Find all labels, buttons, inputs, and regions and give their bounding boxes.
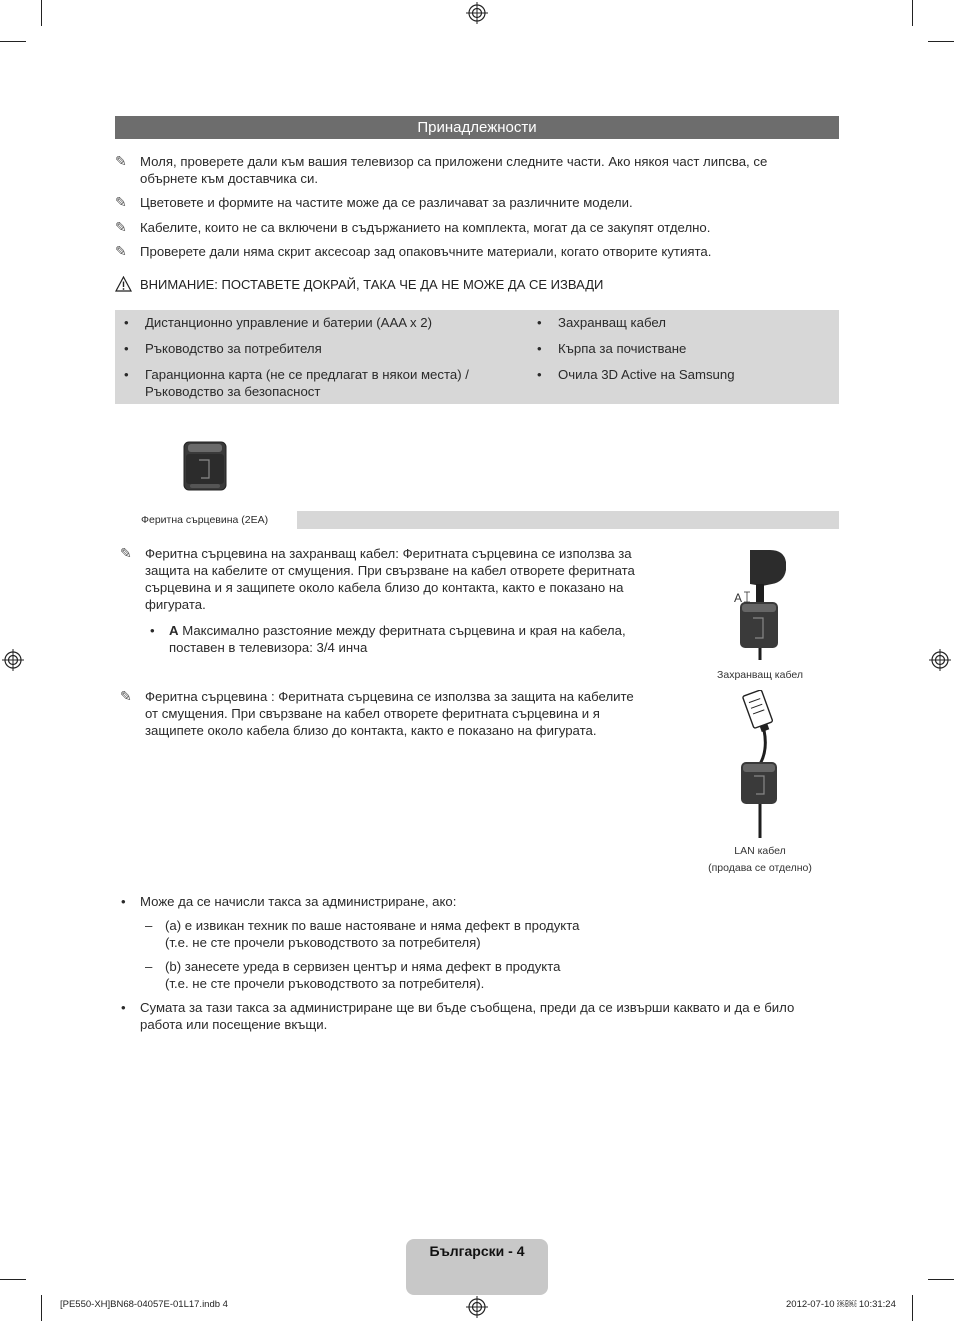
page-number: Български - 4 [429,1243,525,1259]
note-text: (a) е извикан техник по ваше настояване и няма дефект в продукта [165,918,580,933]
section-title [115,116,839,139]
pencil-note-icon: ✎ [115,153,127,169]
note-text: Максимално разстояние между феритната сърцевина и края на кабела, [178,623,626,638]
list-item-text: Ръководство за потребителя [145,341,322,356]
pencil-note-icon: ✎ [115,219,127,235]
note-text: фигурата. [145,597,206,612]
note-text: Сумата за тази такса за администриране ще ви бъде съобщена, преди да се извърши каквато и да е било [140,1000,795,1015]
bullet-icon: • [537,341,542,356]
bullet-icon: • [124,367,129,382]
crop-mark [41,0,42,26]
list-item [115,366,469,400]
pencil-note-icon: ✎ [115,194,127,210]
note-text: (b) занесете уреда в сервизен център и няма дефект в продукта [165,959,561,974]
caution-notice [115,276,603,293]
list-item [115,314,432,331]
registration-mark-icon [466,1296,488,1318]
list-item-text: Кърпа за почистване [558,341,687,356]
note-text: защита на кабелите от смущения. При свързване на кабел отворете феритната [145,563,635,578]
note [115,219,835,236]
dash-icon: – [145,918,153,933]
list-item-text: Захранващ кабел [558,315,666,330]
note [115,194,835,211]
crop-mark [928,1279,954,1280]
footer-datetime: 2012-07-10 ￼￼ 10:31:24 [786,1299,896,1310]
ferrite-caption: Феритна сърцевина (2EA) [115,511,297,529]
admin-case-a [165,917,579,951]
warning-triangle-icon [115,276,132,292]
list-item: • [121,1000,126,1015]
crop-mark [912,1295,913,1321]
lan-cable-figure [734,690,782,838]
note-text: (т.е. не сте прочели ръководството за потребителя). [165,976,485,991]
marker-letter: A [169,623,179,638]
list-item-text: Гаранционна карта (не се предлагат в някои места) / [145,367,469,382]
power-cable-note [145,545,635,613]
note [115,243,835,260]
lan-cable-sold-caption: (продава се отделно) [708,862,812,874]
registration-mark-icon [929,649,951,671]
a-marker-label: A [733,591,742,605]
crop-mark [0,1279,26,1280]
note-text: Феритна сърцевина на захранващ кабел: Феритната сърцевина се използва за [145,546,632,561]
note-text: поставен в телевизора: 3/4 инча [169,640,368,655]
list-item [528,314,666,331]
note-text: Цветовете и формите на частите може да се различават за различните модели. [140,195,633,210]
dash-icon: – [145,959,153,974]
crop-mark [912,0,913,26]
power-cable-caption: Захранващ кабел [717,669,803,681]
registration-mark-icon [466,2,488,24]
note-text: Кабелите, които не са включени в съдържанието на комплекта, могат да се закупят отделно. [140,220,711,235]
ferrite-core-image [182,440,228,492]
registration-mark-icon [2,649,24,671]
admin-final [140,999,794,1033]
list-item [528,366,735,383]
note [115,153,835,187]
note-text: защипете около кабела близо до контакта, както е показано на фигурата. [145,723,597,738]
list-item [528,340,686,357]
note-text: Феритна сърцевина : Феритната сърцевина се използва за защита на кабелите [145,689,634,704]
list-item-text: Ръководство за безопасност [145,384,321,399]
bullet-icon: • [537,367,542,382]
note-text: (т.е. не сте прочели ръководството за потребителя) [165,935,481,950]
section-title-text: Принадлежности [417,119,537,136]
list-item-text: Дистанционно управление и батерии (AAA x 2) [145,315,432,330]
note-text: Проверете дали няма скрит аксесоар зад опаковъчните материали, когато отворите кутията. [140,244,712,259]
lan-cable-note [145,688,634,739]
note-text: сърцевина и я защипете около кабела близо до контакта, както е показано на [145,580,624,595]
pencil-note-icon: ✎ [115,243,127,259]
distance-note [169,622,626,656]
crop-mark [928,41,954,42]
list-item [115,340,322,357]
admin-intro: Може да се начисли такса за администриране, ако: [140,894,457,909]
caution-text: ВНИМАНИЕ: ПОСТАВЕТЕ ДОКРАЙ, ТАКА ЧЕ ДА НЕ МОЖЕ ДА СЕ ИЗВАДИ [140,277,604,292]
list-item: • [150,623,155,638]
list-item-text: Очила 3D Active на Samsung [558,367,735,382]
crop-mark [41,1295,42,1321]
lan-cable-caption: LAN кабел [734,845,786,857]
list-item: • [121,894,126,909]
pencil-note-icon: ✎ [120,688,132,704]
note-text: от смущения. При свързване на кабел отворете феритната сърцевина и я [145,706,600,721]
note-text: Моля, проверете дали към вашия телевизор са приложени следните части. Ако някоя част липсва, се [140,154,768,169]
bullet-icon: • [124,315,129,330]
note-text: работа или посещение вкъщи. [140,1017,328,1032]
note-text: обърнете към доставчика си. [140,171,319,186]
bullet-icon: • [537,315,542,330]
crop-mark [0,41,26,42]
admin-case-b [165,958,560,992]
bullet-icon: • [124,341,129,356]
footer-file-name: [PE550-XH]BN68-04057E-01L17.indb 4 [60,1299,228,1310]
pencil-note-icon: ✎ [120,545,132,561]
